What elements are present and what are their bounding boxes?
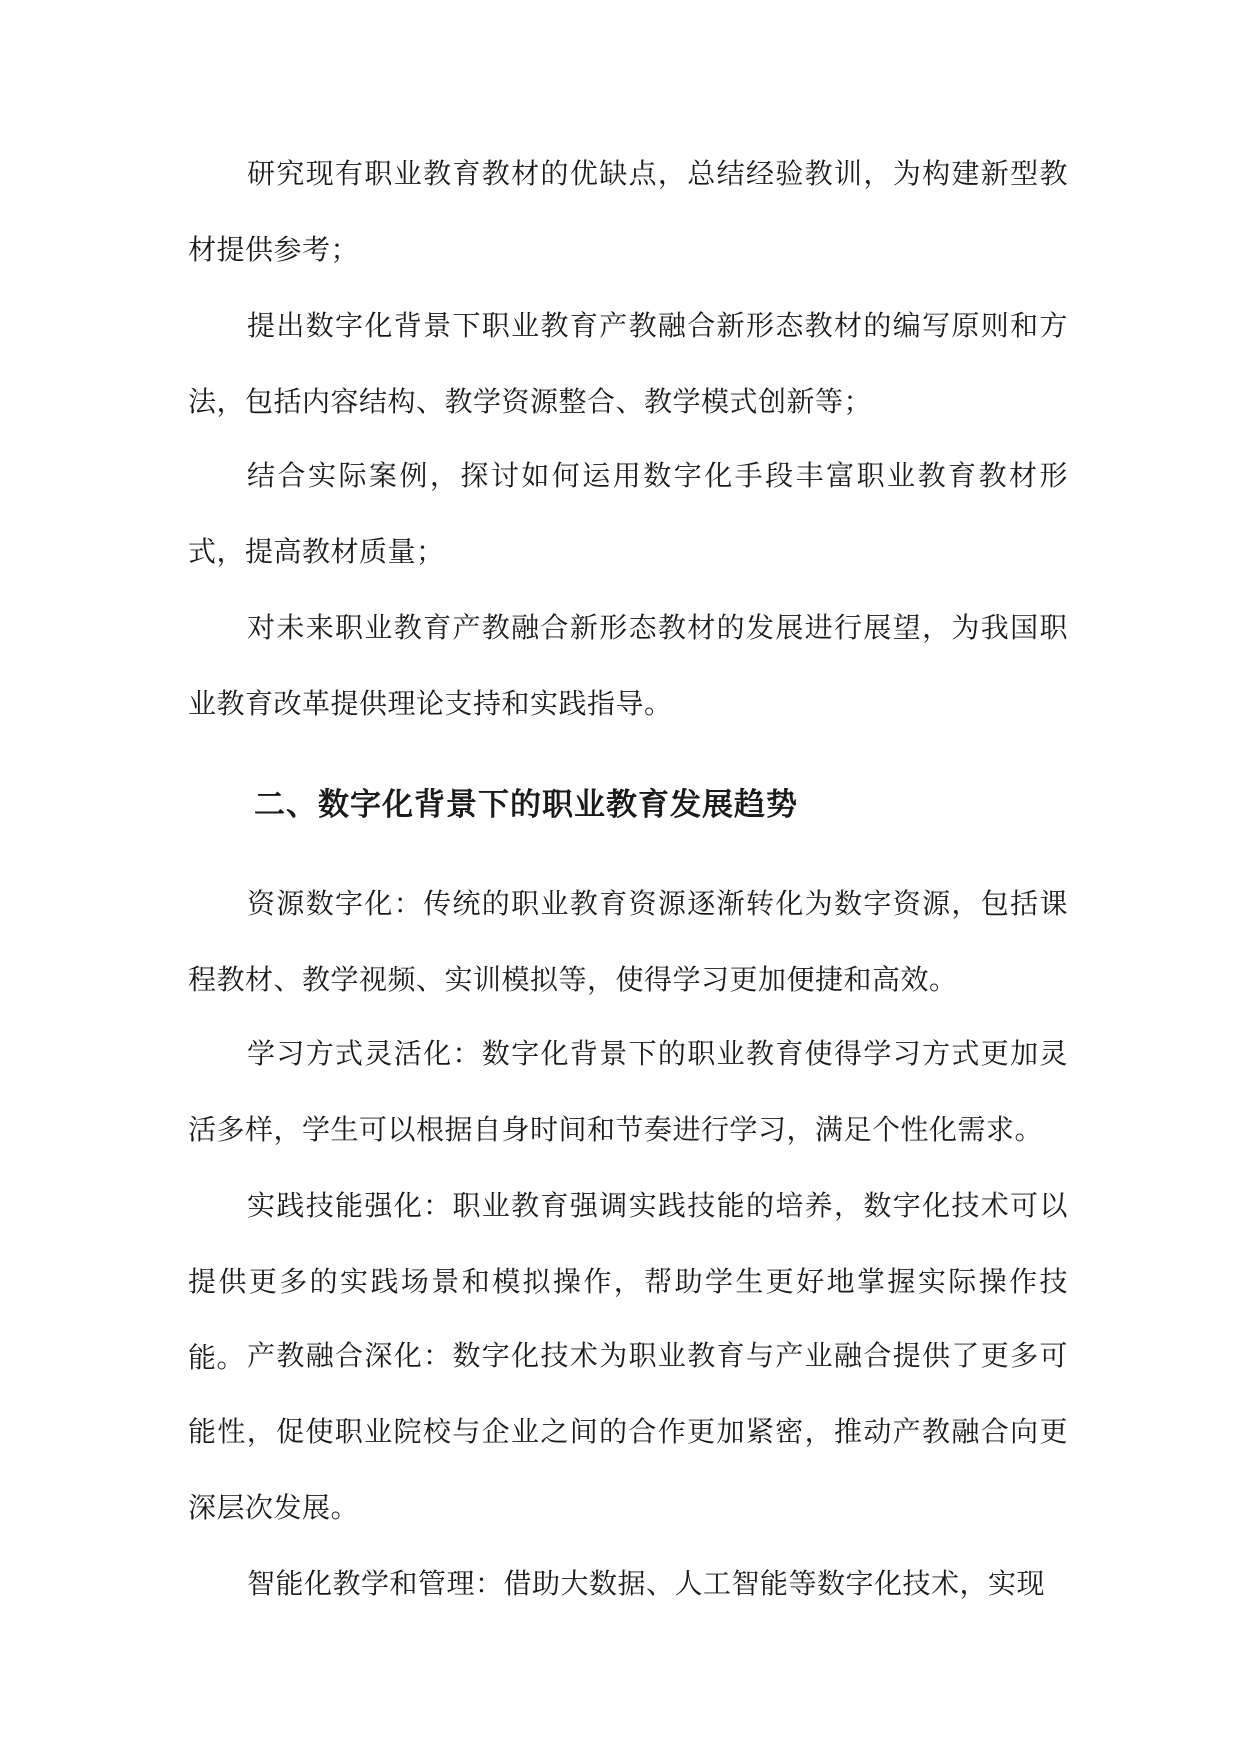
paragraph-resource-digitization: 资源数字化：传统的职业教育资源逐渐转化为数字资源，包括课程教材、教学视频、实训模拟等，使得学习更加便捷和高效。: [188, 887, 1068, 996]
paragraph-future-outlook: 对未来职业教育产教融合新形态教材的发展进行展望，为我国职业教育改革提供理论支持和实践指导。: [188, 611, 1068, 720]
paragraph-practical-skills: 实践技能强化：职业教育强调实践技能的培养，数字化技术可以提供更多的实践场景和模拟操作，帮助学生更好地掌握实际操作技能。: [188, 1189, 1068, 1374]
paragraph-writing-principles: 提出数字化背景下职业教育产教融合新形态教材的编写原则和方法，包括内容结构、教学资源整合、教学模式创新等；: [188, 309, 1068, 418]
paragraph-industry-education-integration: 产教融合深化：数字化技术为职业教育与产业融合提供了更多可能性，促使职业院校与企业之间的合作更加紧密，推动产教融合向更深层次发展。: [188, 1339, 1068, 1524]
paragraph-case-studies: 结合实际案例，探讨如何运用数字化手段丰富职业教育教材形式，提高教材质量；: [188, 459, 1068, 568]
section-heading: 二、数字化背景下的职业教育发展趋势: [254, 787, 798, 823]
paragraph-flexible-learning: 学习方式灵活化：数字化背景下的职业教育使得学习方式更加灵活多样，学生可以根据自身时间和节奏进行学习，满足个性化需求。: [188, 1037, 1068, 1146]
paragraph-intelligent-teaching: 智能化教学和管理：借助大数据、人工智能等数字化技术，实现: [247, 1567, 1046, 1600]
paragraph-study-existing-textbooks: 研究现有职业教育教材的优缺点，总结经验教训，为构建新型教材提供参考；: [188, 157, 1068, 266]
